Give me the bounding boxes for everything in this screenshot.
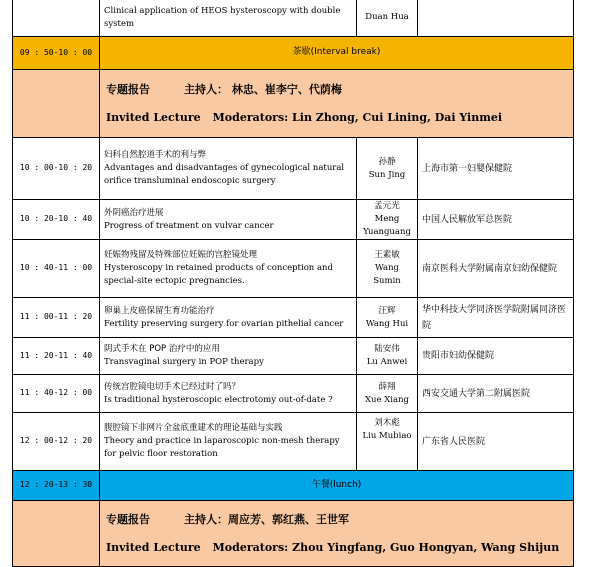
topic-cn: 妇科自然腔道手术的利与弊 xyxy=(104,150,207,160)
session-title-cn: 专题报告 xyxy=(106,82,150,96)
speaker-en: Meng Yuanguang xyxy=(363,214,411,237)
time-cell: 11 : 00-11 : 20 xyxy=(13,298,100,338)
speaker-en: Duan Hua xyxy=(365,12,409,23)
table-row xyxy=(13,240,574,298)
time-cell xyxy=(13,0,100,37)
table-row xyxy=(13,138,574,200)
table-row xyxy=(13,0,574,37)
session-blank-cell xyxy=(13,70,100,138)
lunch-row xyxy=(13,471,574,501)
session-hosts-cn: 主持人： 林忠、崔李宁、代荫梅 xyxy=(184,82,342,96)
session-title-en: Invited Lecture xyxy=(106,110,201,124)
topic-en: Progress of treatment on vulvar cancer xyxy=(104,220,274,231)
schedule-table xyxy=(12,0,574,567)
affiliation-cell: 上海市第一妇婴保健院 xyxy=(418,138,574,200)
speaker-cn: 王素敏 xyxy=(374,250,400,260)
session-blank-cell xyxy=(13,501,100,567)
session-header xyxy=(100,70,574,138)
topic-en: Theory and practice in laparoscopic non-mesh therapy for pelvic floor restoration xyxy=(104,436,340,459)
speaker-en: Wang Hui xyxy=(365,318,409,329)
speaker-en: Liu Mubiao xyxy=(362,431,412,441)
topic-cn: 卵巢上皮癌保留生育功能治疗 xyxy=(104,305,215,316)
table-row xyxy=(13,298,574,338)
time-cell: 12 : 00-12 : 20 xyxy=(13,413,100,471)
session-header xyxy=(100,501,574,567)
lunch-label: 午餐(lunch) xyxy=(100,471,574,501)
time-cell: 09 : 50-10 : 00 xyxy=(13,37,100,70)
speaker-en: Wang Sumin xyxy=(373,263,401,286)
topic-en: Hysteroscopy in retained products of conception and special-site ectopic pregnancies. xyxy=(104,263,333,286)
speaker-cell xyxy=(357,0,418,37)
topic-en: Fertility preserving surgery for ovarian pithelial cancer xyxy=(104,318,344,329)
topic-cell xyxy=(100,298,357,338)
session-hosts-en: Moderators: Lin Zhong, Cui Lining, Dai Yinmei xyxy=(212,110,503,124)
speaker-cell xyxy=(357,298,418,338)
time-cell: 12 : 20-13 : 30 xyxy=(13,471,100,501)
session-hosts-en: Moderators: Zhou Yingfang, Guo Hongyan, Wang Shijun xyxy=(212,540,560,554)
topic-cell xyxy=(100,240,357,298)
topic-en: Is traditional hysteroscopic electrotomy out-of-date ? xyxy=(104,394,333,405)
speaker-cell xyxy=(357,138,418,200)
topic-en: Transvaginal surgery in POP therapy xyxy=(104,357,264,367)
speaker-cell xyxy=(357,413,418,471)
table-row xyxy=(13,413,574,471)
break-label: 茶歇(Interval break) xyxy=(100,37,574,70)
time-cell: 10 : 20-10 : 40 xyxy=(13,200,100,240)
topic-cn: 传统宫腔镜电切手术已经过时了吗？ xyxy=(104,381,241,392)
time-cell: 10 : 00-10 : 20 xyxy=(13,138,100,200)
speaker-cn: 汪辉 xyxy=(378,305,396,316)
speaker-cell xyxy=(357,200,418,240)
session-title-en: Invited Lecture xyxy=(106,540,201,554)
speaker-cell xyxy=(357,240,418,298)
affiliation-cell xyxy=(418,0,574,37)
speaker-cn: 孙静 xyxy=(378,156,396,167)
affiliation-cell: 华中科技大学同济医学院附属同济医院 xyxy=(418,298,574,338)
affiliation-cell: 中国人民解放军总医院 xyxy=(418,200,574,240)
affiliation-cell: 西安交通大学第二附属医院 xyxy=(418,375,574,413)
time-cell: 11 : 40-12 : 00 xyxy=(13,375,100,413)
table-row xyxy=(13,338,574,375)
speaker-cell xyxy=(357,338,418,375)
topic-en: Advantages and disadvantages of gynecological natural orifice transluminal endoscopic surgery xyxy=(104,163,345,186)
session-row xyxy=(13,501,574,567)
time-cell: 10 : 40-11 : 00 xyxy=(13,240,100,298)
topic-cn: 阴式手术在 POP 治疗中的应用 xyxy=(104,344,220,354)
session-title-cn: 专题报告 xyxy=(106,512,150,526)
topic-cell xyxy=(100,413,357,471)
topic-en: Clinical application of HEOS hysteroscopy with double system xyxy=(104,6,341,29)
table-row xyxy=(13,200,574,240)
topic-cell xyxy=(100,375,357,413)
speaker-en: Lu Anwei xyxy=(366,357,408,367)
speaker-cn: 孟元光 xyxy=(374,201,400,211)
speaker-en: Sun Jing xyxy=(368,169,406,180)
topic-cell xyxy=(100,0,357,37)
speaker-cn: 刘木彪 xyxy=(374,418,400,428)
table-row xyxy=(13,375,574,413)
affiliation-cell: 贵阳市妇幼保健院 xyxy=(418,338,574,375)
speaker-en: Xue Xiang xyxy=(364,394,409,405)
break-row xyxy=(13,37,574,70)
topic-cell xyxy=(100,138,357,200)
speaker-cn: 薛翔 xyxy=(378,381,396,392)
affiliation-cell: 广东省人民医院 xyxy=(418,413,574,471)
topic-cell xyxy=(100,200,357,240)
time-cell: 11 : 20-11 : 40 xyxy=(13,338,100,375)
speaker-cn: 陆安伟 xyxy=(374,344,400,354)
session-row xyxy=(13,70,574,138)
topic-cn: 妊娠物残留及特殊部位妊娠的宫腔镜处理 xyxy=(104,250,258,260)
session-hosts-cn: 主持人：周应芳、郭红燕、王世军 xyxy=(184,512,349,526)
topic-cn: 外阴癌治疗进展 xyxy=(104,207,164,218)
speaker-cell xyxy=(357,375,418,413)
topic-cell xyxy=(100,338,357,375)
topic-cn: 腹腔镜下非网片全盆底重建术的理论基础与实践 xyxy=(104,423,283,433)
affiliation-cell: 南京医科大学附属南京妇幼保健院 xyxy=(418,240,574,298)
